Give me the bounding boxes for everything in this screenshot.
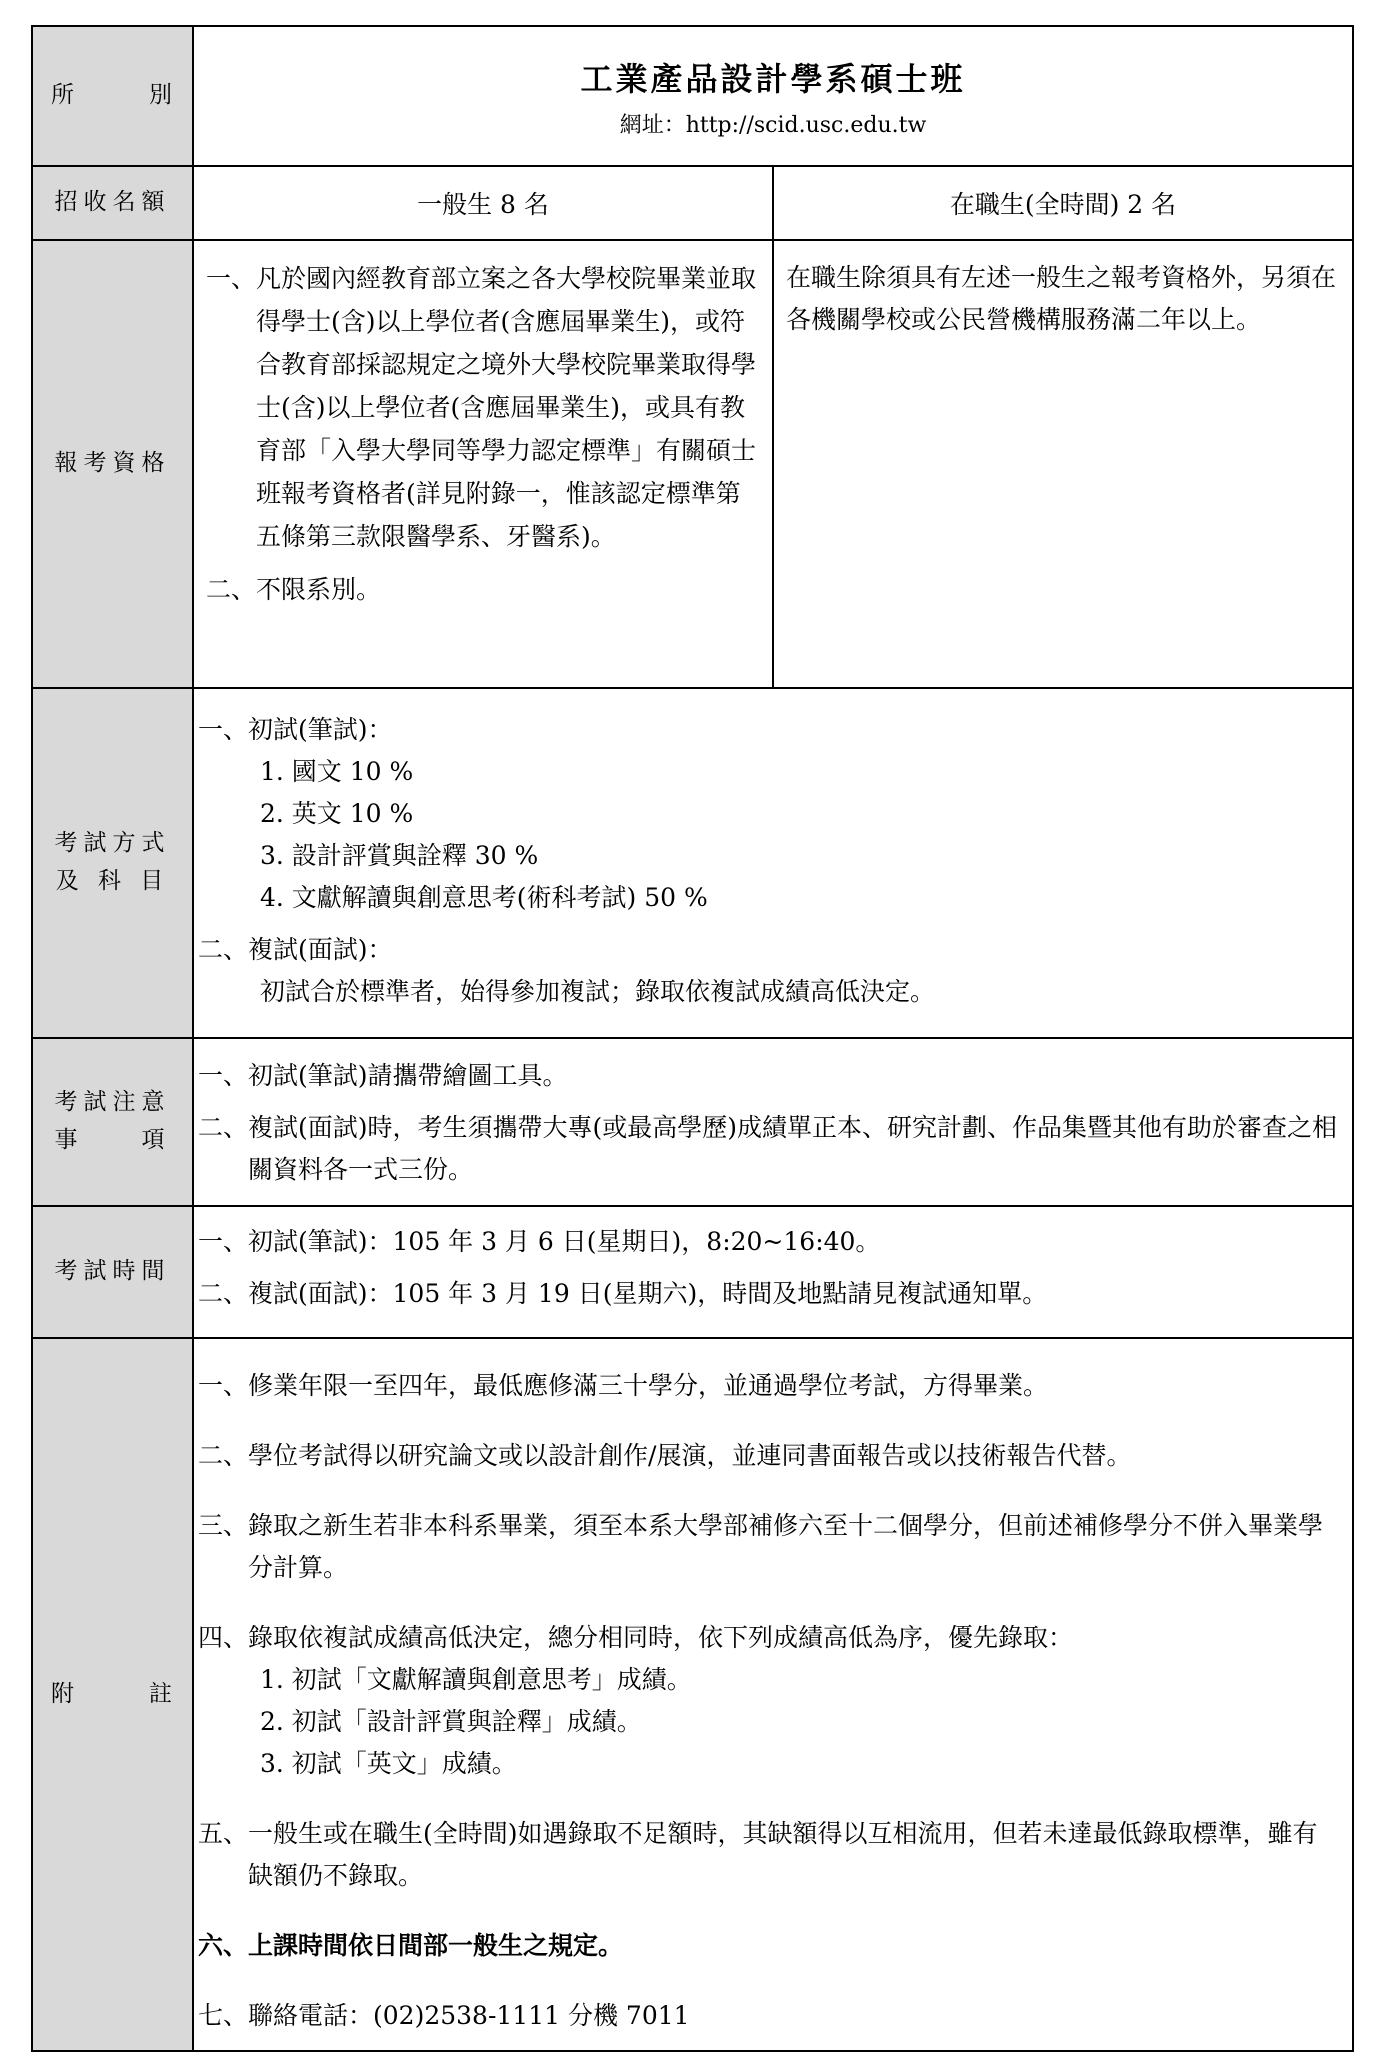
exam-time-label: 考試時間 bbox=[32, 1206, 193, 1338]
subject-item: 1. 國文 10 % bbox=[260, 757, 414, 786]
subject-item: 3. 設計評賞與詮釋 30 % bbox=[260, 841, 539, 870]
quota-in-service: 在職生(全時間) 2 名 bbox=[773, 166, 1353, 240]
eligibility-item: 二、 不限系別。 bbox=[206, 575, 382, 604]
remarks-cell bbox=[193, 1338, 1353, 2051]
remark-item: 二、 學位考試得以研究論文或以設計創作/展演，並連同書面報告或以技術報告代替。 bbox=[198, 1441, 1132, 1470]
exam-method-cell bbox=[193, 688, 1353, 1038]
subject-item: 4. 文獻解讀與創意思考(術科考試) 50 % bbox=[260, 883, 708, 912]
priority-item: 3. 初試「英文」成績。 bbox=[260, 1749, 517, 1778]
exam-time-row bbox=[32, 1206, 1353, 1338]
priority-item: 1. 初試「文獻解讀與創意思考」成績。 bbox=[260, 1665, 692, 1694]
second-stage-note: 初試合於標準者，始得參加複試；錄取依複試成績高低決定。 bbox=[260, 977, 936, 1006]
eligibility-item: 一、 凡於國內經教育部立案之各大學校院畢業並取得學士(含)以上學位者(含應屆畢業生)，或符合教育部採認規定之境外大學校院畢業取得學士(含)以上學位者(含應屆畢業生)，或具有教育部「入學大學同等學力認定標準」有關碩士班報考資格者(詳見附錄一，惟該認定標準第五條第三款限醫學系、牙醫系)。 bbox=[206, 264, 757, 551]
department-row bbox=[32, 26, 1353, 166]
subject-item: 2. 英文 10 % bbox=[260, 799, 414, 828]
exam-method-label: 考試方式 及 科 目 bbox=[32, 688, 193, 1038]
priority-item: 2. 初試「設計評賞與詮釋」成績。 bbox=[260, 1707, 642, 1736]
exam-notes-cell bbox=[193, 1038, 1353, 1206]
remarks-row bbox=[32, 1338, 1353, 2051]
admission-info-table bbox=[31, 25, 1354, 2052]
quota-row bbox=[32, 166, 1353, 240]
quota-label: 招收名額 bbox=[32, 166, 193, 240]
exam-method-row bbox=[32, 688, 1353, 1038]
remark-item: 一、 修業年限一至四年，最低應修滿三十學分，並通過學位考試，方得畢業。 bbox=[198, 1371, 1049, 1400]
exam-time-item: 二、 複試(面試)：105 年 3 月 19 日(星期六)，時間及地點請見複試通知單。 bbox=[198, 1279, 1048, 1308]
exam-notes-row bbox=[32, 1038, 1353, 1206]
contact-phone: 七、 聯絡電話：(02)2538-1111 分機 7011 bbox=[198, 2001, 690, 2030]
exam-note-item: 二、 複試(面試)時，考生須攜帶大專(或最高學歷)成績單正本、研究計劃、作品集暨其他有助於審查之相關資料各一式三份。 bbox=[198, 1113, 1338, 1184]
department-cell bbox=[193, 26, 1353, 166]
eligibility-row bbox=[32, 240, 1353, 688]
department-label: 所 別 bbox=[32, 26, 193, 166]
eligibility-in-service-cell bbox=[773, 240, 1353, 688]
remark-item: 四、 錄取依複試成績高低決定，總分相同時，依下列成績高低為序，優先錄取： bbox=[198, 1623, 1074, 1652]
website-text: 網址：http://scid.usc.edu.tw bbox=[619, 112, 927, 138]
remark-item: 五、 一般生或在職生(全時間)如遇錄取不足額時，其缺額得以互相流用，但若未達最低錄取標準，雖有缺額仍不錄取。 bbox=[198, 1819, 1318, 1890]
department-title: 工業產品設計學系碩士班 bbox=[580, 59, 966, 98]
exam-time-cell bbox=[193, 1206, 1353, 1338]
exam-notes-label: 考試注意 事 項 bbox=[32, 1038, 193, 1206]
quota-general: 一般生 8 名 bbox=[193, 166, 773, 240]
exam-time-item: 一、 初試(筆試)：105 年 3 月 6 日(星期日)，8:20~16:40。 bbox=[198, 1227, 881, 1256]
remark-item: 六、 上課時間依日間部一般生之規定。 bbox=[198, 1931, 624, 1960]
exam-note-item: 一、 初試(筆試)請攜帶繪圖工具。 bbox=[198, 1061, 568, 1090]
remarks-label: 附 註 bbox=[32, 1338, 193, 2051]
eligibility-label: 報考資格 bbox=[32, 240, 193, 688]
eligibility-general-cell bbox=[193, 240, 773, 688]
exam-second-stage: 二、 複試(面試)： bbox=[198, 935, 393, 964]
exam-first-stage: 一、 初試(筆試)： bbox=[198, 715, 393, 744]
eligibility-in-service-text: 在職生除須具有左述一般生之報考資格外，另須在各機關學校或公民營機構服務滿二年以上。 bbox=[786, 263, 1337, 334]
remark-item: 三、 錄取之新生若非本科系畢業，須至本系大學部補修六至十二個學分，但前述補修學分不併入畢業學分計算。 bbox=[198, 1511, 1324, 1582]
